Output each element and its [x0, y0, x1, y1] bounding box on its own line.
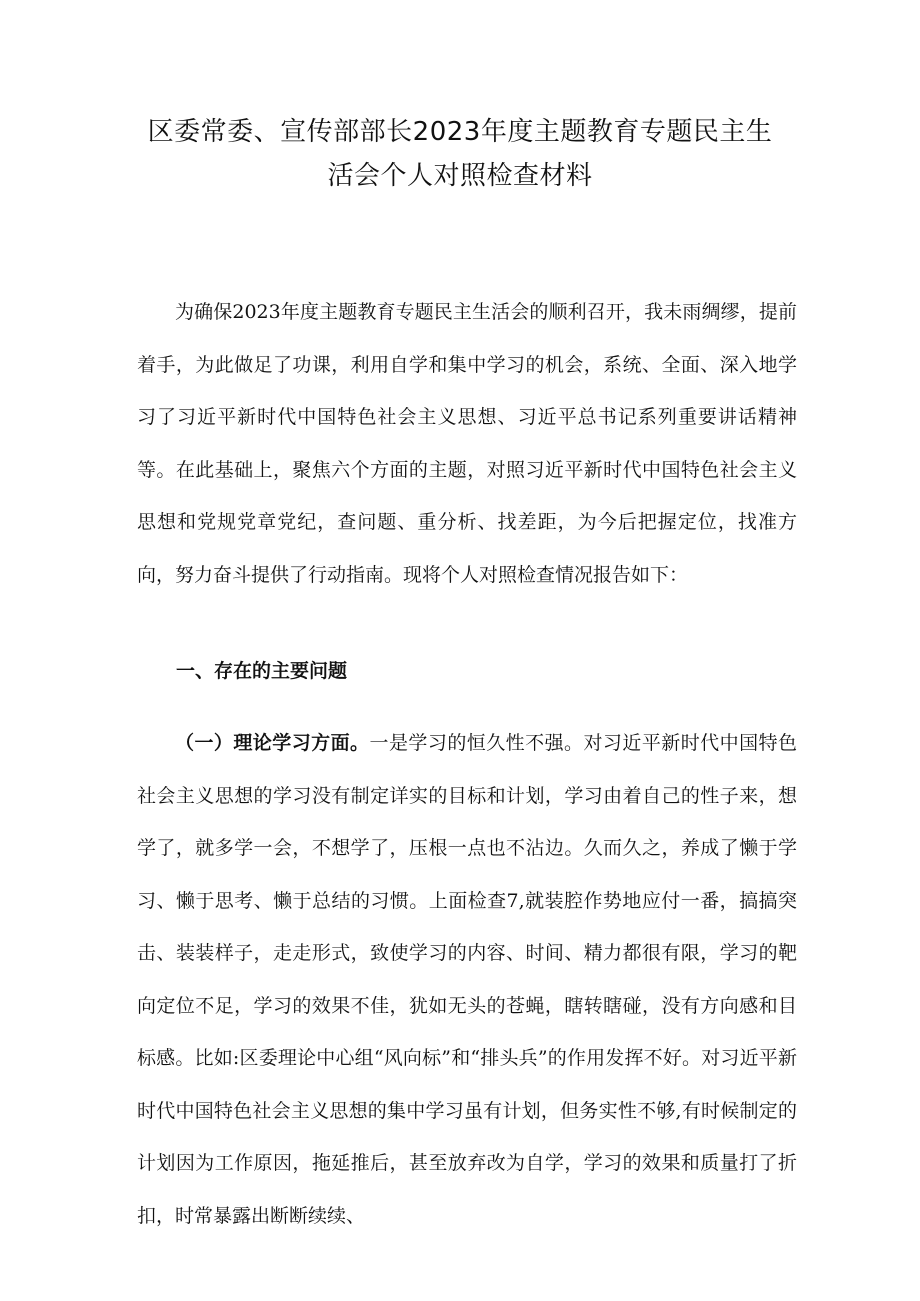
- subsection-lead-theory-study: （一）理论学习方面。: [175, 732, 370, 754]
- intro-paragraph: 为确保2023年度主题教育专题民主生活会的顺利召开，我未雨绸缪，提前着手，为此做足了功课，利用自学和集中学习的机会，系统、全面、深入地学习了习近平新时代中国特色社会主义思想、习近平总书记系列重要讲话精神等。在此基础上，聚焦六个方面的主题，对照习近平新时代中国特色社会主义思想和党规党章党纪，查问题、重分析、找差距，为今后把握定位，找准方向，努力奋斗提供了行动指南。现将个人对照检查情况报告如下：: [137, 301, 797, 586]
- theory-study-paragraph: [137, 717, 797, 1242]
- document-title-line2: 活会个人对照检查材料: [327, 161, 593, 191]
- subsection-text-theory-study: 一是学习的恒久性不强。对习近平新时代中国特色社会主义思想的学习没有制定详实的目标和计划，学习由着自己的性子来，想学了，就多学一会，不想学了，压根一点也不沾边。久而久之，养成了懒于学习、懒于思考、懒于总结的习惯。上面检查7,就装腔作势地应付一番，搞搞突击、装装样子，走走形式，致使学习的内容、时间、精力都很有限，学习的靶向定位不足，学习的效果不佳，犹如无头的苍蝇，瞎转瞎碰，没有方向感和目标感。比如:区委理论中心组“风向标”和“排头兵”的作用发挥不好。对习近平新时代中国特色社会主义思想的集中学习虽有计划，但务实性不够,有时候制定的计划因为工作原因，拖延推后，甚至放弃改为自学，学习的效果和质量打了折扣，时常暴露出断断续续、: [137, 732, 797, 1227]
- document-title-line1: 区委常委、宣传部部长2023年度主题教育专题民主生: [147, 117, 773, 147]
- section-heading-main-problems: 一、存在的主要问题: [176, 660, 348, 682]
